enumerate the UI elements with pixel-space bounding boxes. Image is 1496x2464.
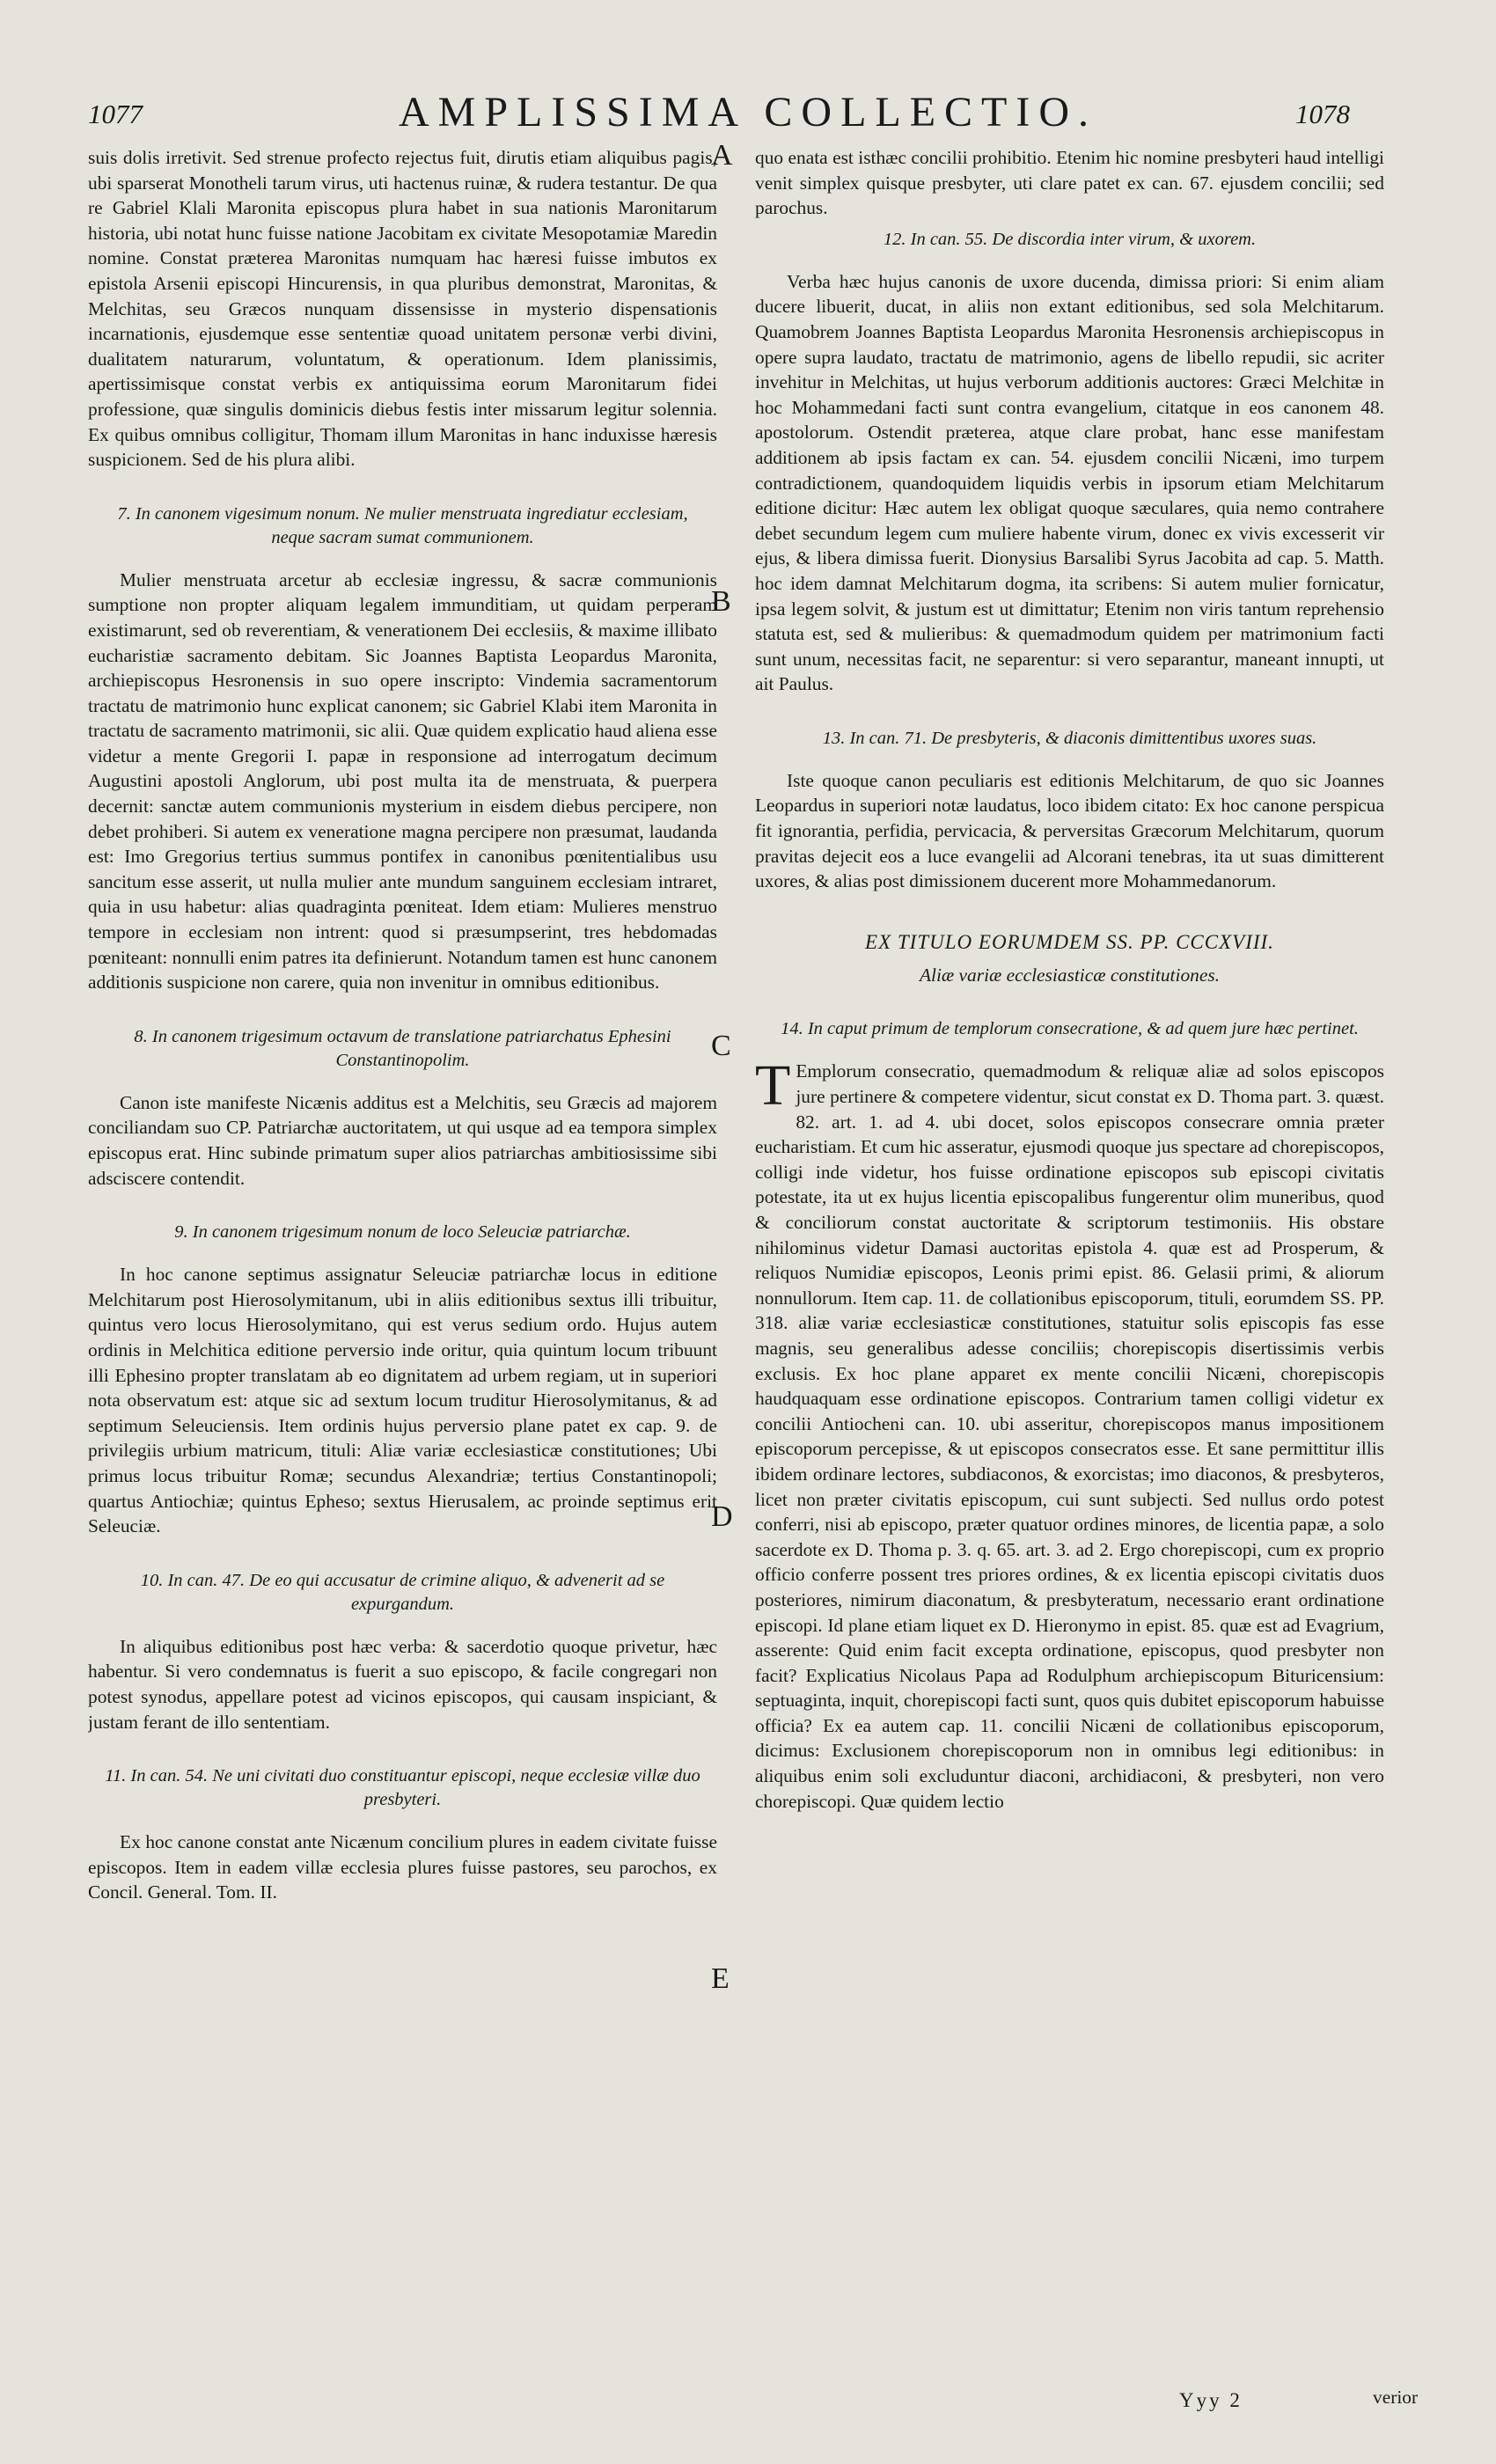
note-heading: 8. In canonem trigesimum octavum de translatione patriarchatus Ephesini Constantinopolim. [134, 1026, 671, 1070]
paragraph: Iste quoque canon peculiaris est editionis Melchitarum, de quo sic Joannes Leopardus in superiori notæ laudatus, loco ibidem citato: Ex hoc canone perspicua fit ignorantia, perfidia, pervicacia, & perversitas Græcorum Melchitarum, quorum pravitas dejecit eos a luce evangelii ad Alcorani tenebras, ita ut suas dimitterent uxores, & alias post dimissionem ducerent more Mohammedanorum. [755, 769, 1384, 892]
note-heading: 10. In can. 47. De eo qui accusatur de crimine aliquo, & advenerit ad se expurgandum. [140, 1570, 665, 1614]
margin-letter-c: C [711, 1030, 731, 1062]
note-heading: 11. In can. 54. Ne uni civitati duo constituantur episcopi, neque ecclesiæ villæ duo presbyteri. [105, 1766, 700, 1810]
margin-letter-d: D [711, 1500, 733, 1533]
margin-letter-e: E [711, 1962, 730, 1995]
paragraph: In aliquibus editionibus post hæc verba: & sacerdotio quoque privetur, hæc habentur. Si vero condemnatus is fuerit a suo episcopo, & facile congregari non potest synodus, appellare potest ad vicinos episcopos, qui causam inspiciant, & justam ferant de illo sententiam. [88, 1635, 717, 1733]
paragraph-text: Emplorum consecratio, quemadmodum & reliquæ aliæ ad solos episcopos jure pertinere & competere videntur, sicut constat ex D. Thoma part. 3. quæst. 82. art. 1. ad 4. ubi docet, solos episcopos consecrare omnia præter eucharistiam. Et cum hic asseratur, ejusmodi quoque jus spectare ad chorepiscopos, colligi inde videtur, hos fuisse ordinatione episcopos sub episcopi civitatis potestate, ita ut ex hujus licentia episcopalibus fungerentur olim muneribus, quod & conciliorum constat auctoritate & scriptorum testimoniis. His obstare nihilominus videtur Damasi auctoritas epistola 4. quæ est ad Prosperum, & reliquos Numidiæ episcopos, Leonis primi epist. 86. Gelasii primi, & aliorum nonnullorum. Item cap. 11. de collationibus episcoporum, tituli, eorumdem SS. PP. 318. aliæ variæ ecclesiasticæ constitutiones, statuitur solis episcopis fas esse magnis, seu generalibus adesse conciliis; chorepiscopis disertissimis verbis exclusis. Ex hoc plane apparet ex mente concilii Nicæni, chorepiscopis haudquaquam esse ordinatione episcopos. Contrarium tamen colligi videtur ex concilii Antiocheni can. 10. ubi asseritur, chorepiscopos manus impositionem episcoporum percepisse, & ut episcopos consecratos esse. Et sane permittitur illis ibidem ordinare lectores, subdiaconos, & exorcistas; imo diaconos, & presbyteros, licet non præter civitatis episcopum, cui sunt subjecti. Sed nullus ordo potest conferri, nisi ab episcopo, præter quatuor ordines minores, de licentia papæ, a solo sacerdote ex D. Thoma p. 3. q. 65. art. 3. ad 2. Ergo chorepiscopi, cum ex proprio officio conferre possent tres priores ordines, & ex licentia episcopi civitatis duos posteriores, nimirum diaconatum, & presbyteratum, necessario erant ordinatione episcopi. Id plane etiam liquet ex D. Hieronymo in epist. 85. quæ est ad Evagrium, asserente: Quid enim facit excepta ordinatione, episcopus, quod presbyter non facit? Explicatius Nicolaus Papa ad Rodulphum archiepiscopum Bituricensium: septuaginta, inquit, chorepiscopi facti sunt, quos quis dubitet episcoporum habuisse officia? Ex ea autem cap. 11. concilii Nicæni de collationibus episcoporum, dicimus: Exclusionem chorepiscoporum non in omnibus legi editionibus: in aliquibus enim soli excluduntur diaconi, archidiaconi, & presbyteri, non vero chorepiscopi. Quæ quidem lectio [755, 1060, 1384, 1812]
note-heading: 13. In can. 71. De presbyteris, & diaconis dimittentibus uxores suas. [822, 728, 1317, 748]
paragraph: Verba hæc hujus canonis de uxore ducenda, dimissa priori: Si enim aliam ducere libuerit, ducat, in aliis non extant editionibus, sed sola Melchitarum. Quamobrem Joannes Baptista Leopardus Maronita Hesronensis archiepiscopus in opere supra laudato, tractatu de matrimonio, agens de libello repudii, sic acriter invehitur in Melchitas, ut hujus verborum additionis auctores: Græci Melchitæ in hoc Mohammedani facti sunt contra evangelium, citatque in eos canonem 48. apostolorum. Ostendit præterea, atque clare probat, hanc esse manifestam additionem ab ipsis factam ex can. 54. ejusdem concilii Nicæni, imo turpem contradictionem, quandoquidem liquidis verbis in ipsorum etiam Melchitarum editione dicitur: Hæc autem lex obligat quoque sæculares, quia nemo contrahere debet secundum legem cum muliere habente virum, donec ex vivis excesserit vir ejus, & libera dimissa fuerit. Dionysius Barsalibi Syrus Jacobita ad cap. 5. Matth. hoc idem damnat Melchitarum dogma, ita scribens: Si autem mulier fornicatur, ipsa legem solvit, & justum est ut dimittatur; Etenim non viris tantum reprehensio statuta est, sed & mulieribus: & quemadmodum quidem per matrimonium facti sunt unum, necessitas facit, ne separentur: si vero separantur, maneant innupti, ut ait Paulus. [755, 270, 1384, 695]
note-heading: 14. In caput primum de templorum consecratione, & ad quem jure hæc pertinet. [781, 1019, 1359, 1039]
signature-mark: Yyy 2 [1179, 2389, 1243, 2411]
continued-paragraph: suis dolis irretivit. Sed strenue profecto rejectus fuit, dirutis etiam aliquibus pagis, ubi sparserat Monotheli tarum virus, uti hactenus ruinæ, & rudera testantur. De qua re Gabriel Klali Maronita episcopus plura habet in sua nationis Maronitarum historia, ubi notat hunc fuisse natione Jacobitam ex civitate Mesopotamiæ Maredin nomine. Constat præterea Maronitas numquam hac hæresi fuisse imbutos ex epistola Arsenii episcopi Hincurensis, in qua pluribus demonstrat, Maronitas, & Melchitas, seu Græcos nunquam dissensisse in mysterio dispensationis incarnationis, ejusdemque esse sententiæ quoad unitatem personæ verbi divini, dualitatem naturarum, voluntatum, & operationum. Idem planissimis, apertissimisque constat verbis ex antiquissima eorum Maronitarum fidei professione, quæ singulis dominicis diebus festis inter missarum legitur solennia. Ex quibus omnibus colligitur, Thomam illum Maronitas in hanc induxisse hæresis suspicionem. Sed de his plura alibi. [88, 147, 717, 471]
left-column [88, 145, 717, 2398]
running-title: AMPLISSIMA COLLECTIO. [398, 89, 1098, 136]
margin-letter-b: B [711, 585, 731, 618]
drop-cap-initial: T [755, 1053, 791, 1118]
paragraph-with-initial [755, 1053, 1384, 1814]
note-heading: 12. In can. 55. De discordia inter virum, & uxorem. [883, 229, 1257, 249]
paragraph: Ex hoc canone constat ante Nicænum concilium plures in eadem civitate fuisse episcopos. Item in eadem villæ ecclesia plures fuisse pastores, seu parochos, ex Concil. General. Tom. II. [88, 1831, 717, 1903]
note-heading: 7. In canonem vigesimum nonum. Ne mulier menstruata ingrediatur ecclesiam, neque sacram sumat communionem. [117, 503, 688, 547]
section-subtitle: Aliæ variæ ecclesiasticæ constitutiones. [919, 964, 1221, 986]
section-title: EX TITULO EORUMDEM SS. PP. CCCXVIII. [865, 930, 1274, 953]
catchword: verior [1373, 2387, 1419, 2408]
margin-letter-a: A [711, 139, 733, 172]
page-number-right: 1078 [1295, 99, 1350, 129]
page-number-left: 1077 [88, 99, 143, 129]
paragraph: Mulier menstruata arcetur ab ecclesiæ ingressu, & sacræ communionis sumptione non propter aliquam legalem immunditiam, ut quidam perperam existimarunt, sed ob reverentiam, & venerationem Dei ecclesiis, & maxime illibato eucharistiæ sacramento debitam. Sic Joannes Baptista Leopardus Maronita, archiepiscopus Hesronensis in suo opere inscripto: Vindemia sacramentorum tractatu de matrimonio hunc explicat canonem; sic Gabriel Klabi item Maronita in tractatu de sacramento matrimonii, sic alii. Quæ quidem explicatio haud aliena esse videtur a mente Gregorii I. papæ in responsione ad interrogatum decimum Augustini apostoli Anglorum, ubi post multa ita de menstruata, & puerpera decernit: sanctæ autem communionis mysterium in eisdem diebus percipere, non debet prohiberi. Si autem ex veneratione magna percipere non præsumat, laudanda est: Imo Gregorius tertius summus pontifex in canonibus pœnitentialibus usu sancitum esse asserit, ut nulla mulier ante mundum sanguinem ecclesiam intraret, quia in usu habetur: alias quadraginta pœniteat. Idem etiam: Mulieres menstruo tempore in ecclesiam non intrent: quod si præsumpserint, tres hebdomadas pœniteant: nonnulli enim patres ita definierunt. Notandum tamen est hunc canonem additionis suspicione non carere, quia non invenitur in omnibus editionibus. [88, 568, 717, 994]
paragraph: In hoc canone septimus assignatur Seleuciæ patriarchæ locus in editione Melchitarum post Hierosolymitanum, ubi in aliis editionibus sextus illi tribuitur, quintus vero locus Hierosolymitano, qui est verus sedium ordo. Hujus autem ordinis in Melchitica editione perversio inde oritur, quia quintum locum tribuunt illi Ephesino propter translatam ab eo dignitatem ad urbem regiam, ut in superiori nota observatum est: atque sic ad sextum locum truditur Hierosolymitanus, & ad septimum Seleuciensis. Item ordinis hujus perversio plane patet ex cap. 9. de privilegiis urbium matricum, tituli: Aliæ variæ ecclesiasticæ constitutiones; Ubi primus locus tribuitur Romæ; secundus Alexandriæ; tertius Constantinopoli; quartus Antiochiæ; quintus Epheso; sextus Hierusalem, ac proinde septimus erit Seleuciæ. [88, 1264, 717, 1537]
right-column [755, 145, 1384, 2398]
paragraph: Canon iste manifeste Nicænis additus est a Melchitis, seu Græcis ad majorem conciliandam suo CP. Patriarchæ auctoritatem, ut qui usque ad ea tempora simplex episcopus erat. Hinc subinde primatum super alios patriarchas ambitiosissime sibi adsciscere contendit. [88, 1091, 717, 1189]
note-heading: 9. In canonem trigesimum nonum de loco Seleuciæ patriarchæ. [174, 1222, 631, 1243]
continued-paragraph: quo enata est isthæc concilii prohibitio. Etenim hic nomine presbyteri haud intelligi venit simplex quisque presbyter, uti clare patet ex can. 67. ejusdem concilii; sed parochus. [755, 147, 1384, 219]
